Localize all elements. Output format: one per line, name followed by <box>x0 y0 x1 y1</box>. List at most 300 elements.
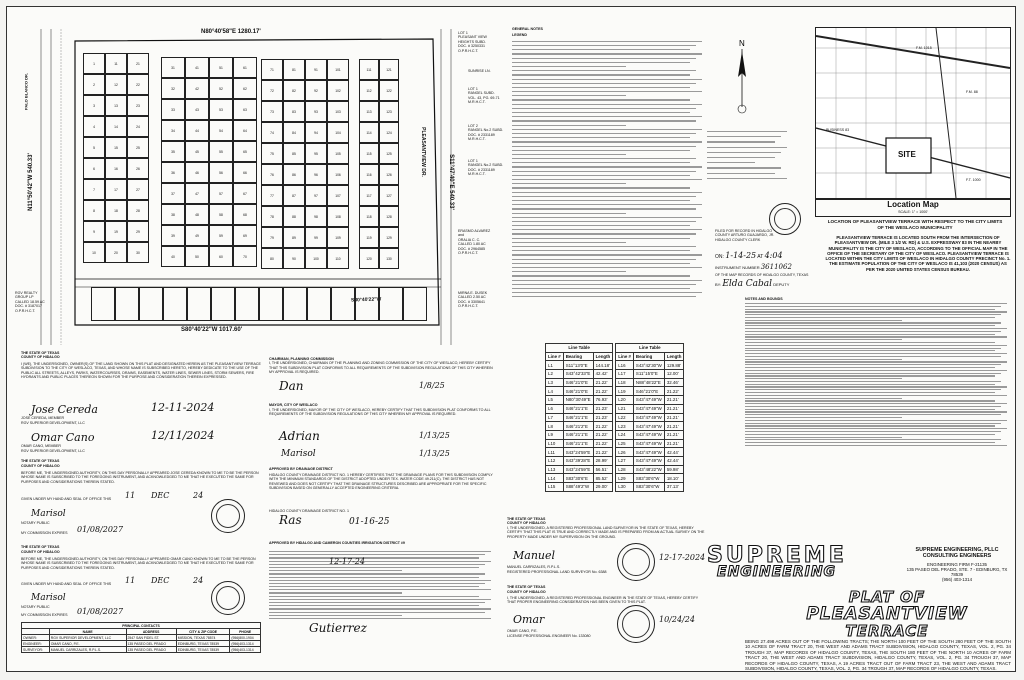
instrument-number: 3611062 <box>760 263 792 271</box>
text-rule <box>512 267 702 268</box>
lot-parcel <box>379 287 403 321</box>
line-table-row <box>546 387 613 396</box>
text-rule <box>745 411 1007 412</box>
line-table-row <box>546 422 613 431</box>
legend-title: LEGEND <box>512 33 527 38</box>
lot-parcel: 98 <box>305 206 327 227</box>
lot-parcel: 16 <box>105 158 127 179</box>
lot-parcel: 17 <box>105 179 127 200</box>
filed-text: FILED FOR RECORD IN HIDALGO COUNTY ARTURO GUAJARDO, JR. HIDALGO COUNTY CLERK <box>715 229 775 242</box>
line-table-row <box>616 361 684 370</box>
line-bearing: S43°24'59"E <box>563 465 593 474</box>
lot-parcel: 87 <box>283 185 305 206</box>
lot-parcel: 37 <box>161 183 185 204</box>
lot-parcel: 66 <box>233 162 257 183</box>
text-rule <box>512 217 702 218</box>
text-rule <box>745 325 995 326</box>
line-id: L2 <box>546 370 564 379</box>
owner2-date: 12/11/2024 <box>151 429 215 442</box>
lot-parcel: 54 <box>209 120 233 141</box>
text-rule <box>745 389 1001 390</box>
lot-parcel: 77 <box>261 185 283 206</box>
text-rule <box>512 246 696 247</box>
surveyor-seal <box>617 543 655 581</box>
lot-parcel: 68 <box>233 204 257 225</box>
lot-parcel: 110 <box>327 248 349 269</box>
text-rule <box>707 178 787 179</box>
lot-parcel: 11 <box>105 53 127 74</box>
text-rule <box>512 271 626 272</box>
text-rule <box>745 348 1001 349</box>
lot-parcel: 105 <box>327 143 349 164</box>
line-id: L4 <box>546 387 564 396</box>
text-rule <box>745 395 1007 396</box>
text-rule <box>745 442 995 443</box>
text-rule <box>512 141 702 142</box>
lot-parcel <box>259 287 283 321</box>
recording-of-map: OF THE MAP RECORDS OF HIDALGO COUNTY, TEXAS <box>715 273 809 277</box>
text-rule <box>512 288 690 289</box>
drainage-date: 01-16-25 <box>349 517 390 527</box>
text-rule <box>269 573 485 574</box>
lot-parcel: 56 <box>209 162 233 183</box>
lot-parcel: 8 <box>83 200 105 221</box>
lot-parcel: 44 <box>185 120 209 141</box>
text-rule <box>269 589 491 590</box>
line-bearing: S43°47'49"W <box>633 396 664 405</box>
lot-parcel: 60 <box>209 246 233 267</box>
owner1-signature: Jose Cereda <box>31 403 98 416</box>
text-rule <box>512 74 690 75</box>
text-rule <box>512 200 690 201</box>
lot-parcel: 19 <box>105 221 127 242</box>
line-table-row <box>546 413 613 422</box>
lot-parcel: 32 <box>161 78 185 99</box>
lot-parcel: 120 <box>359 248 379 269</box>
plat-title <box>767 589 1007 639</box>
text-rule <box>512 250 690 251</box>
text-rule <box>745 317 995 318</box>
line-id: L17 <box>616 370 634 379</box>
lot-parcel: 47 <box>185 183 209 204</box>
lot-parcel: 59 <box>209 225 233 246</box>
line-id: L19 <box>616 387 634 396</box>
text-rule <box>269 592 402 593</box>
line-length: 59.98' <box>664 465 684 474</box>
text-rule <box>269 605 479 606</box>
line-length: 21.22' <box>593 422 613 431</box>
plat-title-line2: PLEASANTVIEW <box>806 604 968 624</box>
line-table-row <box>616 439 684 448</box>
lot-parcel: 42 <box>185 78 209 99</box>
lot-parcel: 103 <box>327 101 349 122</box>
lot-parcel: 92 <box>305 80 327 101</box>
text-rule <box>512 49 690 50</box>
line-length: 21.21' <box>664 396 684 405</box>
text-rule <box>745 431 1001 432</box>
lot-parcel <box>403 287 427 321</box>
lot-parcel: 90 <box>283 248 305 269</box>
text-rule <box>512 137 690 138</box>
text-rule <box>512 70 696 71</box>
line-bearing: S43°39'28"E <box>563 456 593 465</box>
lot-parcel: 38 <box>161 204 185 225</box>
text-rule <box>512 41 702 42</box>
north-line-bearing: N80°40'58"E 1280.17' <box>201 29 261 35</box>
irrigation-date: 12-17-24 <box>329 557 365 566</box>
recording-at: AT <box>757 254 764 260</box>
text-rule <box>707 136 781 137</box>
owner-dedication-text: I (WE), THE UNDERSIGNED, OWNER(S) OF THE LAND SHOWN ON THIS PLAT AND DESIGNATED HEREIN AS THE PLEASANTVIEW TERRACE SUBDIVISION TO THE CITY OF WESLACO, TEXAS, AND WHOSE NAME IS SUBSCRIBED HERETO, HEREBY DEDICATE TO THE USE OF THE PUBLIC ALL STREETS, ALLEYS, PARKS, WATERCOURSES, DRAINS, EASEMENTS, WATER LINES, SEWER LINES, STORM SEWERS, FIRE HYDRANTS AND PUBLIC PLACES THEREON SHOWN FOR THE PURPOSE AND CONSIDERATION THEREIN EXPRESSED. <box>21 361 261 380</box>
recording-on: ON: <box>715 254 724 260</box>
line-table-row <box>616 456 684 465</box>
text-rule <box>512 116 702 117</box>
line-bearing: S46°21'1"E <box>563 430 593 439</box>
line-length: 21.23' <box>593 404 613 413</box>
line-table-left: Line Table Line # Bearing Length L1 S11°13'0"E 144.18' L2 S43°42'33"E 42.42' L3 S46°21'0"E 21.22' L4 S46°21'0"E 21.22' L5 N80°30'49"E 76.93' L6 S46°21'1"E 21.23' L7 S46°21'1"E 21.23' L8 S46°21'2"E 21.22' L9 S46°21'1"E 21.22' L10 S46°21'1"E 21.22' L11 S43°24'59"E 21.22' L12 S43°39'28"E 28.99' L13 S43°24'59"E 56.51' L14 S83°30'6"E 85.52' L15 S88°49'2"W 29.00' <box>545 343 613 492</box>
lot-parcel: 116 <box>359 164 379 185</box>
lot-parcel: 129 <box>379 227 399 248</box>
line-length: 21.21' <box>664 422 684 431</box>
location-map-title: Location Map <box>887 200 939 209</box>
text-rule <box>269 564 485 565</box>
line-id: L25 <box>616 439 634 448</box>
text-rule <box>512 221 696 222</box>
lot-parcel: 124 <box>379 122 399 143</box>
lot-parcel <box>187 287 211 321</box>
line-bearing: S43°47'49"W <box>633 404 664 413</box>
text-rule <box>745 434 995 435</box>
line-id: L21 <box>616 404 634 413</box>
text-rule <box>745 314 1001 315</box>
general-notes <box>512 27 712 313</box>
lot-parcel: 123 <box>379 101 399 122</box>
lot-parcel: 35 <box>161 141 185 162</box>
line-length: 21.22' <box>593 439 613 448</box>
line-id: L13 <box>546 465 564 474</box>
text-rule <box>512 79 702 80</box>
contacts-cell: EDINBURG, TEXAS 78539 <box>176 641 230 647</box>
text-rule <box>512 91 702 92</box>
line-length: 21.21' <box>664 439 684 448</box>
text-rule <box>512 158 696 159</box>
lot-parcel: 78 <box>261 206 283 227</box>
text-rule <box>512 99 690 100</box>
lot-parcel: 96 <box>305 164 327 185</box>
text-rule <box>745 311 1007 312</box>
line-table-row <box>546 465 613 474</box>
text-rule <box>745 392 995 393</box>
text-rule <box>745 364 1001 365</box>
lot-parcel: 75 <box>261 143 283 164</box>
text-rule <box>745 400 995 401</box>
south-line-bearing-2: S80°40'22"W <box>350 296 382 304</box>
line-id: L10 <box>546 439 564 448</box>
line-bearing: S46°21'1"E <box>563 413 593 422</box>
line-length: 21.21' <box>664 413 684 422</box>
text-rule <box>269 599 491 600</box>
adjacent-east-2: LOT 1 RANGEL SUBD. VOL. 43, PG. 69-71 M.R.H.C.T. <box>468 87 500 105</box>
line-table <box>545 343 739 492</box>
text-rule <box>745 336 1007 337</box>
line-length: 21.23' <box>593 413 613 422</box>
text-rule <box>269 580 491 581</box>
lot-parcel: 58 <box>209 204 233 225</box>
text-rule <box>512 238 690 239</box>
text-rule <box>707 173 775 174</box>
road-label-1: F.M. 88 <box>966 90 978 94</box>
line-bearing: N80°30'49"E <box>563 396 593 405</box>
lot-parcel: 93 <box>305 101 327 122</box>
text-rule <box>512 129 702 130</box>
lot-parcel: 101 <box>327 59 349 80</box>
lot-parcel: 72 <box>261 80 283 101</box>
line-id: L18 <box>616 378 634 387</box>
line-length: 144.18' <box>593 361 613 370</box>
line-id: L24 <box>616 430 634 439</box>
line-table-row <box>546 404 613 413</box>
text-rule <box>745 322 1001 323</box>
lot-parcel: 95 <box>305 143 327 164</box>
text-rule <box>512 225 690 226</box>
county-clerk-seal <box>769 203 801 235</box>
lot-parcel: 130 <box>379 248 399 269</box>
text-rule <box>745 378 902 379</box>
line-table-row <box>616 474 684 483</box>
line-bearing: S83°30'6"W <box>633 483 664 492</box>
pleasantview-street-label: PLEASANTVIEW DR. <box>420 127 426 177</box>
lot-parcel: 51 <box>209 57 233 78</box>
line-table-row <box>616 396 684 405</box>
lot-parcel: 41 <box>185 57 209 78</box>
text-rule <box>745 367 995 368</box>
contacts-cell: 135 PASEO DEL PRADO <box>126 641 176 647</box>
text-rule <box>745 309 995 310</box>
line-id: L6 <box>546 404 564 413</box>
text-rule <box>512 62 690 63</box>
line-id: L29 <box>616 474 634 483</box>
lot-parcel: 40 <box>161 246 185 267</box>
line-length: 12.00' <box>664 370 684 379</box>
text-rule <box>512 125 626 126</box>
line-id: L16 <box>616 361 634 370</box>
text-rule <box>512 208 696 209</box>
line-length: 37.13' <box>664 483 684 492</box>
lot-parcel: 13 <box>105 95 127 116</box>
notary-seal-1 <box>211 499 245 533</box>
lot-parcel: 83 <box>283 101 305 122</box>
text-rule <box>707 141 775 142</box>
line-bearing: S43°24'59"E <box>563 448 593 457</box>
text-rule <box>512 133 696 134</box>
recording-date: 1-14-25 <box>725 251 757 260</box>
text-rule <box>512 284 696 285</box>
lot-parcel: 53 <box>209 99 233 120</box>
lot-parcel: 115 <box>359 143 379 164</box>
plat-description: BEING 27.498 ACRES OUT OF THE FOLLOWING TRACTS; THE NORTH 100 FEET OF THE SOUTH 280 FEET OF THE SOUTH 10 ACRES OF FARM TRACT 20, THE WEST AND ADAMS TRACT SUBDIVISION, HIDALGO COUNTY, TEXAS, VOL. 2, PG. 34 TROUGH 37, MAP RECORDS OF HIDALGO COUNTY, TEXAS, THE SOUTH 180 FEET OF THE NORTH 10 ACRES OF FARM TRACT 20, THE WEST AND ADAMS TRACT SUBDIVISION, HIDALGO COUNTY, TEXAS, VOL. 2, PG. 34 TROUGH 37, MAP RECORDS OF HIDALGO COUNTY, TEXAS, A 19 ACRES TRACT OUT OF FARM TRACT 23, THE WEST AND ADAMS TRACT SUBDIVISION, HIDALGO COUNTY, TEXAS, VOL. 2, PG. 34 TROUGH 37, MAP RECORDS OF HIDALGO COUNTY, TEXAS. <box>745 639 1011 672</box>
text-rule <box>512 83 696 84</box>
text-rule <box>745 370 1007 371</box>
text-rule <box>269 596 479 597</box>
text-rule <box>512 166 702 167</box>
line-id: L22 <box>616 413 634 422</box>
lot-parcel: 55 <box>209 141 233 162</box>
line-length: 85.52' <box>593 474 613 483</box>
line-length: 129.88' <box>664 361 684 370</box>
adjacent-east-1: SUNRISE LN. <box>468 69 491 73</box>
lot-parcel: 49 <box>185 225 209 246</box>
line-table-row <box>616 404 684 413</box>
logo-line2: ENGINEERING <box>717 564 837 580</box>
contacts-cell: MISSION, TEXAS 78574 <box>176 635 230 641</box>
text-rule <box>745 409 995 410</box>
line-table-row <box>546 370 613 379</box>
contacts-cell: ENGINEER: <box>22 641 50 647</box>
line-length: 76.93' <box>593 396 613 405</box>
line-table-row <box>616 413 684 422</box>
text-rule <box>269 608 491 609</box>
text-rule <box>745 359 902 360</box>
line-bearing: S43°47'49"W <box>633 456 664 465</box>
lot-parcel: 4 <box>83 116 105 137</box>
text-rule <box>512 108 696 109</box>
lot-parcel: 12 <box>105 74 127 95</box>
recording-block <box>715 229 815 279</box>
text-rule <box>512 229 702 230</box>
text-rule <box>707 167 781 168</box>
text-rule <box>745 356 1001 357</box>
line-table-row <box>546 448 613 457</box>
contacts-header: ADDRESS <box>126 629 176 635</box>
contacts-cell: (956)800-1904 <box>230 635 261 641</box>
line-bearing: S11°15'0"E <box>633 370 664 379</box>
line-bearing: S43°47'49"W <box>633 439 664 448</box>
contacts-row <box>22 647 261 653</box>
line-length: 29.00' <box>593 483 613 492</box>
text-rule <box>512 154 626 155</box>
lot-parcel: 81 <box>283 59 305 80</box>
contacts-cell: EDINBURG, TEXAS 78539 <box>176 647 230 653</box>
line-id: L15 <box>546 483 564 492</box>
text-rule <box>745 350 995 351</box>
text-rule <box>269 583 485 584</box>
lot-parcel: 27 <box>127 179 149 200</box>
contacts-cell: 2547 SAN FIDEL ST. <box>126 635 176 641</box>
lot-parcel: 10 <box>83 242 105 263</box>
text-rule <box>512 150 690 151</box>
owner-certificate: THE STATE OF TEXAS COUNTY OF HIDALGO I (WE), THE UNDERSIGNED, OWNER(S) OF THE LAND SHOWN ON THIS PLAT AND DESIGNATED HEREIN AS THE PLEASANTVIEW TERRACE SUBDIVISION TO THE CITY OF WESLACO, TEXAS, AND WHOSE NAME IS SUBSCRIBED HERETO, HEREBY DEDICATE TO THE USE OF THE PUBLIC ALL STREETS, ALLEYS, PARKS, WATERCOURSES, DRAINS, EASEMENTS, WATER LINES, SEWER LINES, STORM SEWERS, FIRE HYDRANTS AND PUBLIC PLACES THEREON SHOWN FOR THE PURPOSE AND CONSIDERATION THEREIN EXPRESSED. Jose Cereda 12-11-2024 JOSE CEREDA, MEMBER RGV SUPERIOR DEVELOPMENT, LLC Omar Cano 12/11/2024 OMAR CANO, MEMBER RGV SUPERIOR DEVELOPMENT, LLC THE STATE OF TEXAS COUNTY OF HIDALGO BEFORE ME, THE UNDERSIGNED AUTHORITY, ON THIS DAY PERSONALLY APPEARED JOSE CEREDA KNOWN TO ME TO BE THE PERSON WHOSE NAME IS SUBSCRIBED TO THE FOREGOING INSTRUMENT, AND ACKNOWLEDGED TO ME THAT HE EXECUTED THE SAME FOR PURPOSES AND CONSIDERATIONS THEREIN STATED. GIVEN UNDER MY HAND AND SEAL OF OFFICE THIS 11 DEC 24 Marisol NOTARY PUBLIC MY COMMISSION EXPIRES 01/08/2027 THE STATE OF TEXAS COUNTY OF HIDALGO BEFORE ME, THE UNDERSIGNED AUTHORITY, ON THIS DAY PERSONALLY APPEARED OMAR CANO KNOWN TO ME TO BE THE PERSON WHOSE NAME IS SUBSCRIBED TO THE FOREGOING INSTRUMENT, AND ACKNOWLEDGED TO ME THAT HE EXECUTED THE SAME FOR PURPOSES AND CONSIDERATIONS THEREIN STATED. GIVEN UNDER MY HAND AND SEAL OF OFFICE THIS 11 DEC 24 Marisol NOTARY PUBLIC MY COMMISSION EXPIRES 01/08/2027 PRINCIPAL CONTACTS NAME ADDRESS CITY & ZIP CODE PHONE OWNER: RGV SUPERIOR DEVELOPMENT, LLC 2547 SAN FIDEL ST. MISSION, TEXAS 78574 (956)800-1904 ENGINEER: OMAR CANO, P.E. 135 PASEO DEL PRADO EDINBURG, TEXAS 78539 (956)403-1314 SURVEYOR: MANUEL CARRIZALES, R.P.L.S. 135 PASEO DEL PRADO EDINBURG, TEXAS 78539 (956)403-1314 <box>21 351 261 652</box>
line-bearing: S43°47'49"W <box>633 422 664 431</box>
line-table-row <box>616 465 684 474</box>
text-rule <box>512 66 626 67</box>
text-rule <box>745 361 1007 362</box>
lot-parcel: 89 <box>283 227 305 248</box>
text-rule <box>512 187 690 188</box>
plat-drawing <box>15 29 511 345</box>
lot-parcel: 100 <box>305 248 327 269</box>
contacts-cell: OMAR CANO, P.E. <box>49 641 126 647</box>
lot-parcel: 73 <box>261 101 283 122</box>
text-rule <box>745 353 1007 354</box>
lot-parcel: 52 <box>209 78 233 99</box>
text-rule <box>745 403 1007 404</box>
text-rule <box>745 306 1001 307</box>
text-rule <box>745 386 1007 387</box>
secretary-date: 1/13/25 <box>419 449 450 458</box>
contacts-cell: OWNER: <box>22 635 50 641</box>
line-id: L1 <box>546 361 564 370</box>
lot-parcel: 18 <box>105 200 127 221</box>
company-info: SUPREME ENGINEERING, PLLC CONSULTING ENGINEERS ENGINEERING FIRM F-21135 135 PASEO DEL PRADO, STE. 7 - EDINBURG, TX 78539 (956) 403-1314 <box>906 547 1008 582</box>
lot-parcel: 86 <box>283 164 305 185</box>
line-table-row <box>546 474 613 483</box>
line-id: L30 <box>616 483 634 492</box>
text-rule <box>707 162 755 163</box>
lot-parcel: 71 <box>261 59 283 80</box>
text-rule <box>745 381 1001 382</box>
lot-parcel: 108 <box>327 206 349 227</box>
lot-parcel: 106 <box>327 164 349 185</box>
lot-parcel: 91 <box>305 59 327 80</box>
lot-parcel: 23 <box>127 95 149 116</box>
lot-parcel: 67 <box>233 183 257 204</box>
location-map-drawing <box>816 28 1010 198</box>
lot-parcel: 30 <box>127 242 149 263</box>
line-bearing: S46°21'0"E <box>633 387 664 396</box>
line-length: 21.22' <box>664 387 684 396</box>
lot-parcel <box>235 287 259 321</box>
line-bearing: S11°13'0"E <box>563 361 593 370</box>
line-bearing: S43°47'49"W <box>633 448 664 457</box>
lot-parcel: 125 <box>379 143 399 164</box>
lot-parcel: 94 <box>305 122 327 143</box>
text-rule <box>745 345 1007 346</box>
line-length: 21.22' <box>593 430 613 439</box>
text-rule <box>745 428 1007 429</box>
line-bearing: S46°21'1"E <box>563 404 593 413</box>
line-table-row <box>546 456 613 465</box>
irrigation-title: APPROVED BY HIDALGO AND CAMERON COUNTIES IRRIGATION DISTRICT #9 <box>269 541 405 545</box>
line-table-row <box>546 378 613 387</box>
line-table-row <box>616 448 684 457</box>
text-rule <box>512 53 702 54</box>
lot-parcel: 5 <box>83 137 105 158</box>
notary-seal-2 <box>211 581 245 615</box>
planning-date: 1/8/25 <box>419 381 445 390</box>
adjacent-east-0: LOT 1 PLEASANT VIEW HEIGHTS SUBD. DOC. # 3250331 O.P.R.H.C.T. <box>458 31 487 53</box>
lot-parcel: 80 <box>261 248 283 269</box>
lot-parcel <box>283 287 307 321</box>
lot-parcel <box>211 287 235 321</box>
line-id: L28 <box>616 465 634 474</box>
line-table-row <box>616 387 684 396</box>
location-map-scale: SCALE: 1" = 1000' <box>898 210 928 214</box>
lot-parcel: 88 <box>283 206 305 227</box>
lot-parcel: 114 <box>359 122 379 143</box>
line-id: L26 <box>616 448 634 457</box>
line-table-title: Line Table <box>546 344 613 353</box>
line-table-row <box>616 378 684 387</box>
text-rule <box>269 551 491 552</box>
line-id: L20 <box>616 396 634 405</box>
lot-parcel <box>139 287 163 321</box>
line-id: L3 <box>546 378 564 387</box>
lot-parcel: 102 <box>327 80 349 101</box>
text-rule <box>512 242 626 243</box>
line-id: L27 <box>616 456 634 465</box>
line-id: L11 <box>546 448 564 457</box>
text-rule <box>745 384 995 385</box>
